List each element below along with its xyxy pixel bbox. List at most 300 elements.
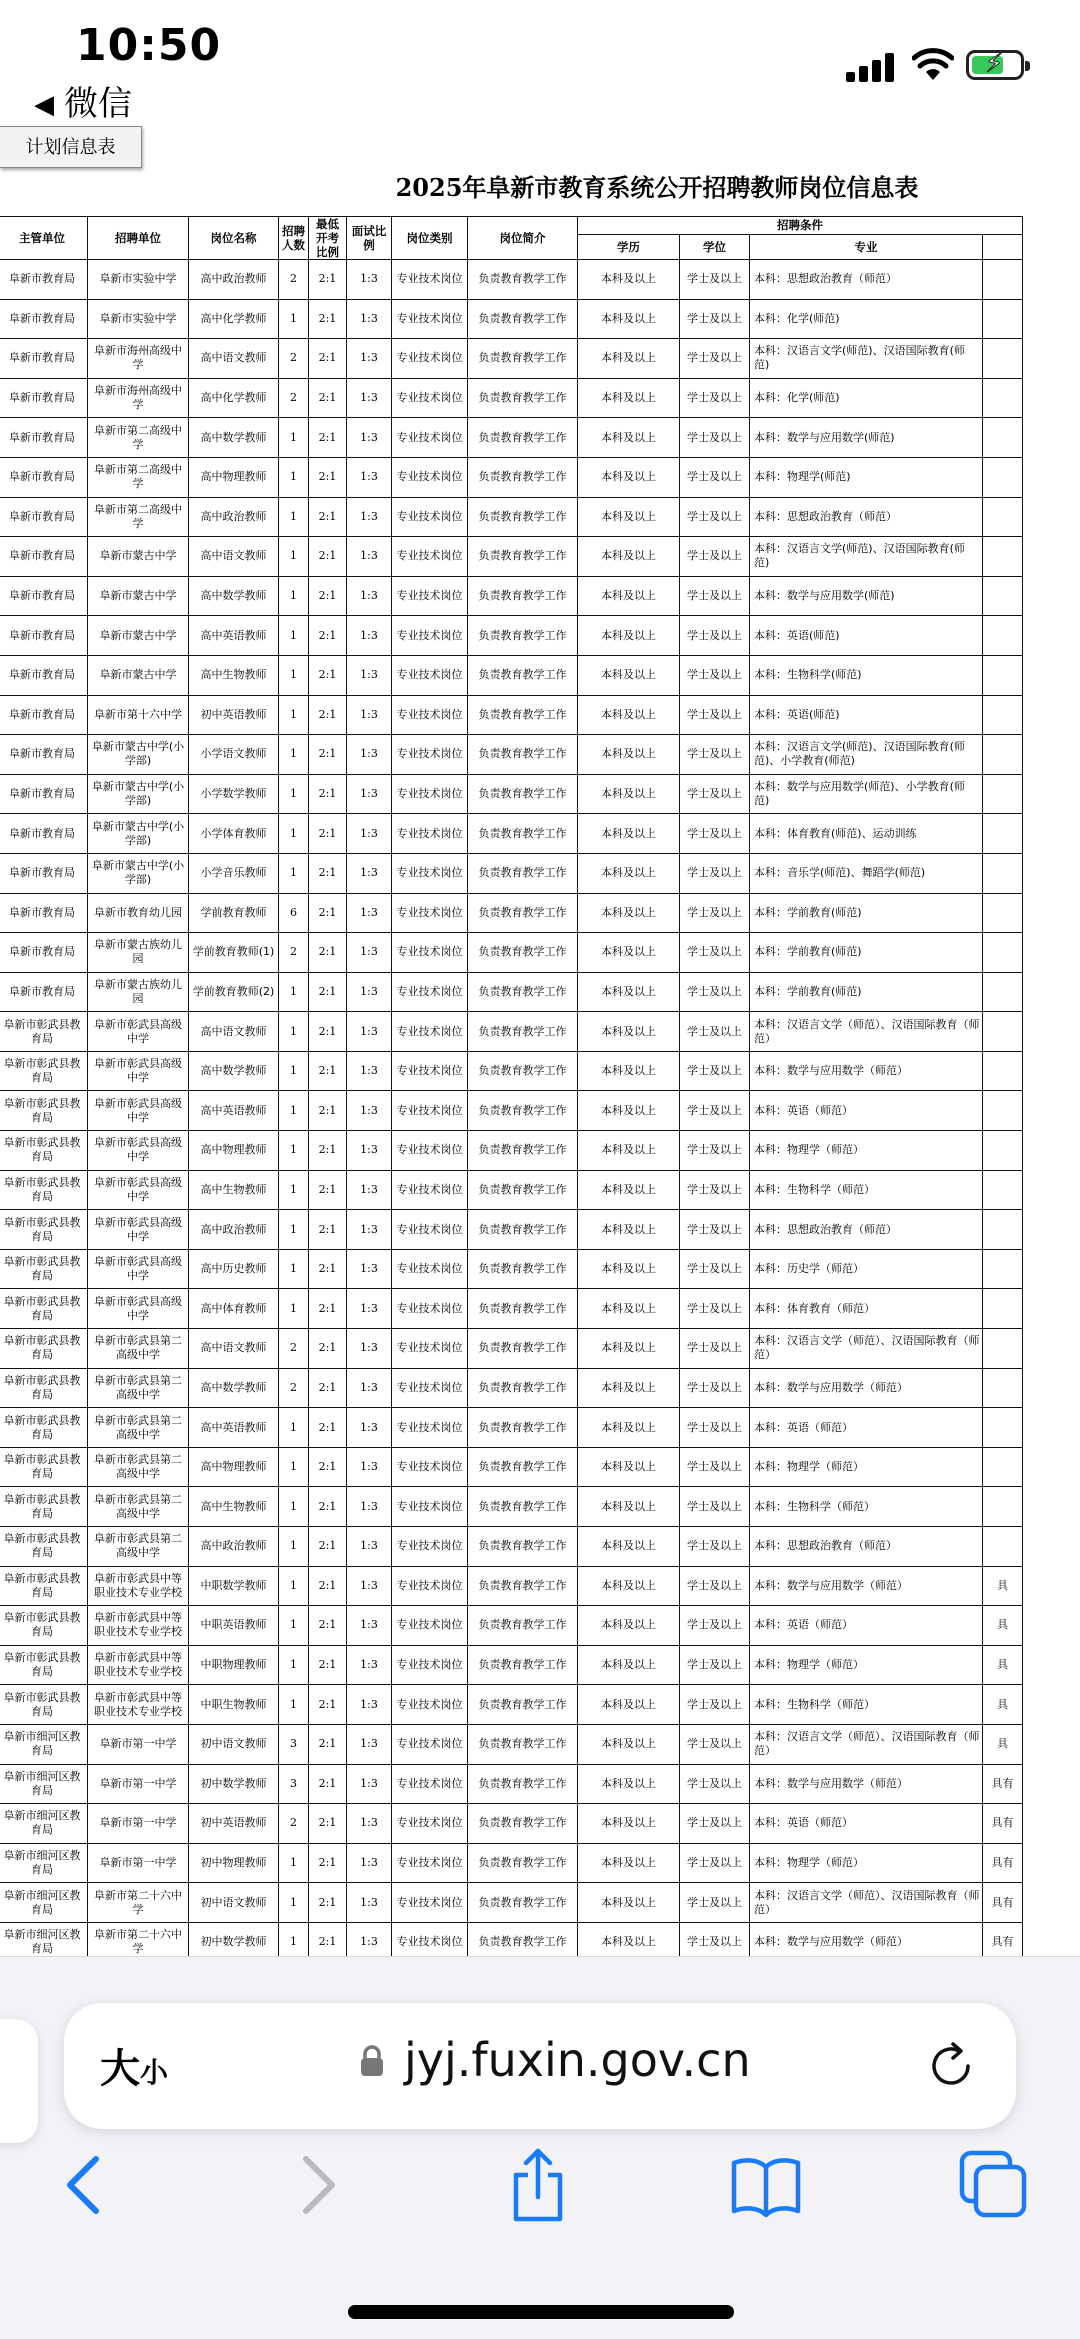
cell-dept: 阜新市细河区教育局 <box>0 1843 88 1883</box>
cell-unit: 阜新市蒙古中学 <box>88 655 189 695</box>
cell-education: 本科及以上 <box>578 299 680 339</box>
cell-intro: 负责教育教学工作 <box>468 1883 578 1923</box>
cell-count: 1 <box>279 576 309 616</box>
cell-count: 1 <box>279 1051 309 1091</box>
cell-intro: 负责教育教学工作 <box>468 1566 578 1606</box>
text-size-button[interactable] <box>100 2037 168 2094</box>
cell-education: 本科及以上 <box>578 497 680 537</box>
cell-education: 本科及以上 <box>578 1051 680 1091</box>
cell-unit: 阜新市彰武县高级中学 <box>88 1249 189 1289</box>
header-ratio: 最低开考比例 <box>309 217 347 260</box>
cell-education: 本科及以上 <box>578 735 680 775</box>
cell-interview: 1:3 <box>347 972 392 1012</box>
cell-count: 1 <box>279 1566 309 1606</box>
cell-degree: 学士及以上 <box>680 1527 750 1567</box>
cell-intro: 负责教育教学工作 <box>468 1606 578 1646</box>
cell-degree: 学士及以上 <box>680 1329 750 1369</box>
cell-major: 本科：生物科学（师范） <box>750 1170 983 1210</box>
cell-interview: 1:3 <box>347 1606 392 1646</box>
cell-position: 初中数学教师 <box>189 1764 279 1804</box>
cell-dept: 阜新市彰武县教育局 <box>0 1210 88 1250</box>
battery-icon: ⚡ <box>966 50 1024 80</box>
cell-category: 专业技术岗位 <box>392 497 468 537</box>
cell-category: 专业技术岗位 <box>392 1012 468 1052</box>
table-row <box>0 339 1023 379</box>
cell-extra <box>983 933 1023 973</box>
cell-category: 专业技术岗位 <box>392 1527 468 1567</box>
cell-major: 本科：数学与应用数学（师范） <box>750 1566 983 1606</box>
cell-category: 专业技术岗位 <box>392 853 468 893</box>
cell-education: 本科及以上 <box>578 1210 680 1250</box>
cell-ratio: 2:1 <box>309 1368 347 1408</box>
cell-position: 学前教育教师 <box>189 893 279 933</box>
table-row <box>0 774 1023 814</box>
header-unit: 招聘单位 <box>88 217 189 260</box>
cell-major: 本科：学前教育(师范) <box>750 972 983 1012</box>
cell-degree: 学士及以上 <box>680 1091 750 1131</box>
cell-position: 高中英语教师 <box>189 1091 279 1131</box>
cell-dept: 阜新市教育局 <box>0 418 88 458</box>
cell-position: 高中政治教师 <box>189 1527 279 1567</box>
cell-ratio: 2:1 <box>309 1883 347 1923</box>
cell-ratio: 2:1 <box>309 1051 347 1091</box>
cell-interview: 1:3 <box>347 735 392 775</box>
cell-count: 1 <box>279 1685 309 1725</box>
cell-category: 专业技术岗位 <box>392 1210 468 1250</box>
cell-unit: 阜新市第一中学 <box>88 1724 189 1764</box>
cell-intro: 负责教育教学工作 <box>468 695 578 735</box>
cell-education: 本科及以上 <box>578 1843 680 1883</box>
cell-education: 本科及以上 <box>578 1170 680 1210</box>
table-row <box>0 1210 1023 1250</box>
cell-dept: 阜新市教育局 <box>0 655 88 695</box>
cell-degree: 学士及以上 <box>680 1447 750 1487</box>
cell-unit: 阜新市彰武县高级中学 <box>88 1051 189 1091</box>
bookmarks-icon[interactable] <box>730 2145 802 2225</box>
cell-extra <box>983 299 1023 339</box>
cell-ratio: 2:1 <box>309 695 347 735</box>
cell-extra <box>983 497 1023 537</box>
cell-ratio: 2:1 <box>309 1329 347 1369</box>
cell-category: 专业技术岗位 <box>392 1606 468 1646</box>
cell-position: 中职英语教师 <box>189 1606 279 1646</box>
cell-extra <box>983 1447 1023 1487</box>
home-indicator <box>348 2305 734 2319</box>
cell-degree: 学士及以上 <box>680 418 750 458</box>
plan-info-button[interactable]: 计划信息表 <box>0 126 142 168</box>
url-text[interactable]: jyj.fuxin.gov.cn <box>404 2033 751 2087</box>
cell-interview: 1:3 <box>347 1131 392 1171</box>
cell-education: 本科及以上 <box>578 1566 680 1606</box>
cell-major: 本科：历史学（师范） <box>750 1249 983 1289</box>
cell-position: 高中语文教师 <box>189 1329 279 1369</box>
cell-unit: 阜新市彰武县高级中学 <box>88 1170 189 1210</box>
cell-dept: 阜新市彰武县教育局 <box>0 1091 88 1131</box>
cell-unit: 阜新市蒙古中学 <box>88 576 189 616</box>
cell-position: 高中数学教师 <box>189 1368 279 1408</box>
cell-unit: 阜新市实验中学 <box>88 260 189 300</box>
back-icon[interactable] <box>48 2145 120 2225</box>
cell-extra <box>983 1487 1023 1527</box>
cell-education: 本科及以上 <box>578 457 680 497</box>
table-row <box>0 616 1023 656</box>
cell-major: 本科：数学与应用数学(师范)、小学教育(师范) <box>750 774 983 814</box>
cell-ratio: 2:1 <box>309 1170 347 1210</box>
cell-degree: 学士及以上 <box>680 457 750 497</box>
cell-extra <box>983 1091 1023 1131</box>
cell-degree: 学士及以上 <box>680 1012 750 1052</box>
cell-major: 本科：汉语言文学(师范)、汉语国际教育(师范) <box>750 537 983 577</box>
cell-count: 6 <box>279 893 309 933</box>
cell-major: 本科：物理学（师范） <box>750 1645 983 1685</box>
cell-category: 专业技术岗位 <box>392 1922 468 1956</box>
cell-ratio: 2:1 <box>309 418 347 458</box>
cell-category: 专业技术岗位 <box>392 1329 468 1369</box>
cell-extra: 具 <box>983 1685 1023 1725</box>
cell-education: 本科及以上 <box>578 814 680 854</box>
cell-ratio: 2:1 <box>309 537 347 577</box>
cell-major: 本科：英语(师范) <box>750 695 983 735</box>
cell-interview: 1:3 <box>347 814 392 854</box>
cell-unit: 阜新市彰武县中等职业技术专业学校 <box>88 1645 189 1685</box>
cell-dept: 阜新市彰武县教育局 <box>0 1249 88 1289</box>
table-row <box>0 1487 1023 1527</box>
cell-major: 本科：化学(师范) <box>750 299 983 339</box>
cell-ratio: 2:1 <box>309 853 347 893</box>
cell-degree: 学士及以上 <box>680 1724 750 1764</box>
cell-extra <box>983 260 1023 300</box>
cell-position: 小学音乐教师 <box>189 853 279 893</box>
cell-ratio: 2:1 <box>309 1408 347 1448</box>
cell-education: 本科及以上 <box>578 1922 680 1956</box>
cell-intro: 负责教育教学工作 <box>468 814 578 854</box>
cell-extra: 具有 <box>983 1804 1023 1844</box>
cell-extra <box>983 1289 1023 1329</box>
cell-unit: 阜新市彰武县第二高级中学 <box>88 1447 189 1487</box>
cell-ratio: 2:1 <box>309 1645 347 1685</box>
cell-category: 专业技术岗位 <box>392 774 468 814</box>
cell-major: 本科：学前教育(师范) <box>750 893 983 933</box>
cell-dept: 阜新市彰武县教育局 <box>0 1329 88 1369</box>
cell-count: 1 <box>279 853 309 893</box>
cell-degree: 学士及以上 <box>680 1685 750 1725</box>
back-triangle-icon: ◀ <box>34 90 54 120</box>
cell-extra <box>983 1170 1023 1210</box>
cell-intro: 负责教育教学工作 <box>468 774 578 814</box>
cell-category: 专业技术岗位 <box>392 1289 468 1329</box>
cell-ratio: 2:1 <box>309 655 347 695</box>
cell-ratio: 2:1 <box>309 1922 347 1956</box>
cell-position: 高中物理教师 <box>189 457 279 497</box>
cell-intro: 负责教育教学工作 <box>468 1210 578 1250</box>
cell-extra <box>983 1329 1023 1369</box>
cell-education: 本科及以上 <box>578 695 680 735</box>
cell-category: 专业技术岗位 <box>392 972 468 1012</box>
cell-degree: 学士及以上 <box>680 260 750 300</box>
tabs-icon[interactable] <box>958 2145 1030 2225</box>
cell-unit: 阜新市第十六中学 <box>88 695 189 735</box>
cell-major: 本科：物理学（师范） <box>750 1843 983 1883</box>
cell-extra <box>983 576 1023 616</box>
cell-interview: 1:3 <box>347 1843 392 1883</box>
table-row <box>0 497 1023 537</box>
cell-extra <box>983 339 1023 379</box>
cell-ratio: 2:1 <box>309 1804 347 1844</box>
cell-unit: 阜新市蒙古中学(小学部) <box>88 735 189 775</box>
cell-unit: 阜新市第二十六中学 <box>88 1883 189 1923</box>
cell-extra <box>983 418 1023 458</box>
cell-intro: 负责教育教学工作 <box>468 457 578 497</box>
cell-intro: 负责教育教学工作 <box>468 893 578 933</box>
cell-position: 初中物理教师 <box>189 1843 279 1883</box>
cell-interview: 1:3 <box>347 853 392 893</box>
cell-extra <box>983 972 1023 1012</box>
cell-category: 专业技术岗位 <box>392 933 468 973</box>
cell-intro: 负责教育教学工作 <box>468 1051 578 1091</box>
cell-category: 专业技术岗位 <box>392 1170 468 1210</box>
previous-tab-card[interactable] <box>0 2019 38 2143</box>
cell-unit: 阜新市第二高级中学 <box>88 418 189 458</box>
cell-position: 高中英语教师 <box>189 616 279 656</box>
table-row <box>0 1724 1023 1764</box>
cell-intro: 负责教育教学工作 <box>468 655 578 695</box>
cell-category: 专业技术岗位 <box>392 1843 468 1883</box>
cell-category: 专业技术岗位 <box>392 1408 468 1448</box>
cell-category: 专业技术岗位 <box>392 299 468 339</box>
cell-education: 本科及以上 <box>578 339 680 379</box>
cell-category: 专业技术岗位 <box>392 1724 468 1764</box>
cell-interview: 1:3 <box>347 1329 392 1369</box>
cell-position: 高中化学教师 <box>189 299 279 339</box>
cell-ratio: 2:1 <box>309 893 347 933</box>
cell-degree: 学士及以上 <box>680 1408 750 1448</box>
cell-category: 专业技术岗位 <box>392 1487 468 1527</box>
cell-dept: 阜新市教育局 <box>0 616 88 656</box>
cell-education: 本科及以上 <box>578 260 680 300</box>
cell-category: 专业技术岗位 <box>392 893 468 933</box>
cell-ratio: 2:1 <box>309 1249 347 1289</box>
cell-intro: 负责教育教学工作 <box>468 1922 578 1956</box>
cell-count: 1 <box>279 537 309 577</box>
cell-count: 1 <box>279 1606 309 1646</box>
cell-dept: 阜新市教育局 <box>0 893 88 933</box>
cell-intro: 负责教育教学工作 <box>468 576 578 616</box>
cell-count: 1 <box>279 1922 309 1956</box>
cell-education: 本科及以上 <box>578 1408 680 1448</box>
cell-category: 专业技术岗位 <box>392 1447 468 1487</box>
cell-extra <box>983 457 1023 497</box>
status-bar <box>0 0 1080 130</box>
cell-position: 学前教育教师(1) <box>189 933 279 973</box>
cell-intro: 负责教育教学工作 <box>468 378 578 418</box>
table-row <box>0 299 1023 339</box>
table-body <box>0 260 1023 1957</box>
table-row <box>0 537 1023 577</box>
table-row <box>0 1051 1023 1091</box>
header-count: 招聘人数 <box>279 217 309 260</box>
cell-major: 本科：英语(师范) <box>750 616 983 656</box>
header-position: 岗位名称 <box>189 217 279 260</box>
cell-ratio: 2:1 <box>309 972 347 1012</box>
cell-major: 本科：英语（师范） <box>750 1804 983 1844</box>
cell-intro: 负责教育教学工作 <box>468 537 578 577</box>
cell-ratio: 2:1 <box>309 299 347 339</box>
cell-unit: 阜新市彰武县第二高级中学 <box>88 1329 189 1369</box>
cell-ratio: 2:1 <box>309 378 347 418</box>
cell-education: 本科及以上 <box>578 933 680 973</box>
header-extra <box>983 234 1023 259</box>
cell-dept: 阜新市彰武县教育局 <box>0 1289 88 1329</box>
cell-dept: 阜新市彰武县教育局 <box>0 1012 88 1052</box>
cell-education: 本科及以上 <box>578 853 680 893</box>
address-bar[interactable] <box>64 2003 1016 2129</box>
cell-category: 专业技术岗位 <box>392 378 468 418</box>
forward-icon[interactable] <box>282 2145 354 2225</box>
cell-unit: 阜新市第一中学 <box>88 1764 189 1804</box>
cell-extra <box>983 616 1023 656</box>
web-page <box>0 124 1080 1956</box>
cell-position: 高中化学教师 <box>189 378 279 418</box>
cell-category: 专业技术岗位 <box>392 1368 468 1408</box>
table-row <box>0 1645 1023 1685</box>
cell-extra <box>983 1131 1023 1171</box>
cell-major: 本科：物理学（师范） <box>750 1131 983 1171</box>
cell-dept: 阜新市教育局 <box>0 457 88 497</box>
cell-intro: 负责教育教学工作 <box>468 616 578 656</box>
cell-extra: 具 <box>983 1645 1023 1685</box>
cell-category: 专业技术岗位 <box>392 537 468 577</box>
cell-education: 本科及以上 <box>578 972 680 1012</box>
cell-count: 1 <box>279 1289 309 1329</box>
cell-education: 本科及以上 <box>578 616 680 656</box>
cell-interview: 1:3 <box>347 1012 392 1052</box>
cell-count: 1 <box>279 616 309 656</box>
table-row <box>0 1764 1023 1804</box>
cell-count: 1 <box>279 457 309 497</box>
cell-unit: 阜新市第一中学 <box>88 1843 189 1883</box>
lock-icon <box>360 2045 384 2077</box>
cell-unit: 阜新市蒙古中学(小学部) <box>88 853 189 893</box>
cell-ratio: 2:1 <box>309 1091 347 1131</box>
cell-unit: 阜新市第二高级中学 <box>88 457 189 497</box>
cell-interview: 1:3 <box>347 299 392 339</box>
cell-count: 1 <box>279 735 309 775</box>
cell-education: 本科及以上 <box>578 576 680 616</box>
cell-unit: 阜新市蒙古族幼儿园 <box>88 933 189 973</box>
cell-dept: 阜新市教育局 <box>0 497 88 537</box>
cell-dept: 阜新市彰武县教育局 <box>0 1606 88 1646</box>
cell-education: 本科及以上 <box>578 378 680 418</box>
cell-count: 3 <box>279 1764 309 1804</box>
cell-category: 专业技术岗位 <box>392 457 468 497</box>
cell-unit: 阜新市彰武县中等职业技术专业学校 <box>88 1606 189 1646</box>
cell-interview: 1:3 <box>347 1804 392 1844</box>
cell-major: 本科：数学与应用数学（师范） <box>750 1368 983 1408</box>
cell-unit: 阜新市彰武县第二高级中学 <box>88 1527 189 1567</box>
cell-ratio: 2:1 <box>309 1012 347 1052</box>
cell-ratio: 2:1 <box>309 1685 347 1725</box>
table-row <box>0 853 1023 893</box>
table-row <box>0 1566 1023 1606</box>
cell-position: 小学数学教师 <box>189 774 279 814</box>
cell-intro: 负责教育教学工作 <box>468 972 578 1012</box>
cell-position: 高中语文教师 <box>189 1012 279 1052</box>
cell-position: 高中生物教师 <box>189 1487 279 1527</box>
table-row <box>0 933 1023 973</box>
cell-major: 本科：汉语言文学（师范）、汉语国际教育（师范） <box>750 1329 983 1369</box>
cell-count: 1 <box>279 972 309 1012</box>
cell-major: 本科：物理学（师范） <box>750 1447 983 1487</box>
cell-intro: 负责教育教学工作 <box>468 1249 578 1289</box>
cell-intro: 负责教育教学工作 <box>468 735 578 775</box>
cell-intro: 负责教育教学工作 <box>468 1764 578 1804</box>
cell-unit: 阜新市第二十六中学 <box>88 1922 189 1956</box>
table-row <box>0 1091 1023 1131</box>
cell-major: 本科：化学(师范) <box>750 378 983 418</box>
cell-count: 2 <box>279 339 309 379</box>
cell-unit: 阜新市彰武县高级中学 <box>88 1289 189 1329</box>
cell-unit: 阜新市蒙古中学 <box>88 616 189 656</box>
cell-major: 本科：英语（师范） <box>750 1408 983 1448</box>
cell-count: 2 <box>279 1804 309 1844</box>
cell-ratio: 2:1 <box>309 1447 347 1487</box>
cell-education: 本科及以上 <box>578 1012 680 1052</box>
cell-extra <box>983 1012 1023 1052</box>
cell-count: 2 <box>279 1329 309 1369</box>
cell-intro: 负责教育教学工作 <box>468 1012 578 1052</box>
cell-count: 2 <box>279 933 309 973</box>
cell-education: 本科及以上 <box>578 1131 680 1171</box>
share-icon[interactable] <box>502 2145 574 2225</box>
table-row <box>0 893 1023 933</box>
cell-unit: 阜新市彰武县第二高级中学 <box>88 1368 189 1408</box>
cell-ratio: 2:1 <box>309 497 347 537</box>
cell-count: 1 <box>279 774 309 814</box>
cell-interview: 1:3 <box>347 1091 392 1131</box>
table-row <box>0 1685 1023 1725</box>
cell-interview: 1:3 <box>347 1922 392 1956</box>
back-to-wechat-link[interactable] <box>34 76 132 125</box>
header-education: 学历 <box>578 234 680 259</box>
cell-ratio: 2:1 <box>309 576 347 616</box>
wifi-icon <box>912 46 954 82</box>
cell-interview: 1:3 <box>347 1170 392 1210</box>
cell-interview: 1:3 <box>347 418 392 458</box>
cell-count: 1 <box>279 1408 309 1448</box>
cell-position: 中职物理教师 <box>189 1645 279 1685</box>
table-row <box>0 1170 1023 1210</box>
cell-degree: 学士及以上 <box>680 774 750 814</box>
cell-major: 本科：数学与应用数学(师范) <box>750 576 983 616</box>
cell-major: 本科：思想政治教育（师范） <box>750 260 983 300</box>
cell-category: 专业技术岗位 <box>392 616 468 656</box>
table-row <box>0 695 1023 735</box>
cell-degree: 学士及以上 <box>680 339 750 379</box>
cell-extra: 具有 <box>983 1843 1023 1883</box>
cell-position: 高中数学教师 <box>189 1051 279 1091</box>
cell-dept: 阜新市教育局 <box>0 972 88 1012</box>
cell-education: 本科及以上 <box>578 1685 680 1725</box>
cell-degree: 学士及以上 <box>680 1883 750 1923</box>
cell-ratio: 2:1 <box>309 933 347 973</box>
cell-category: 专业技术岗位 <box>392 735 468 775</box>
cell-unit: 阜新市海州高级中学 <box>88 339 189 379</box>
cell-degree: 学士及以上 <box>680 497 750 537</box>
cell-intro: 负责教育教学工作 <box>468 1131 578 1171</box>
cell-degree: 学士及以上 <box>680 1922 750 1956</box>
reload-icon[interactable] <box>924 2039 978 2093</box>
cell-intro: 负责教育教学工作 <box>468 1091 578 1131</box>
